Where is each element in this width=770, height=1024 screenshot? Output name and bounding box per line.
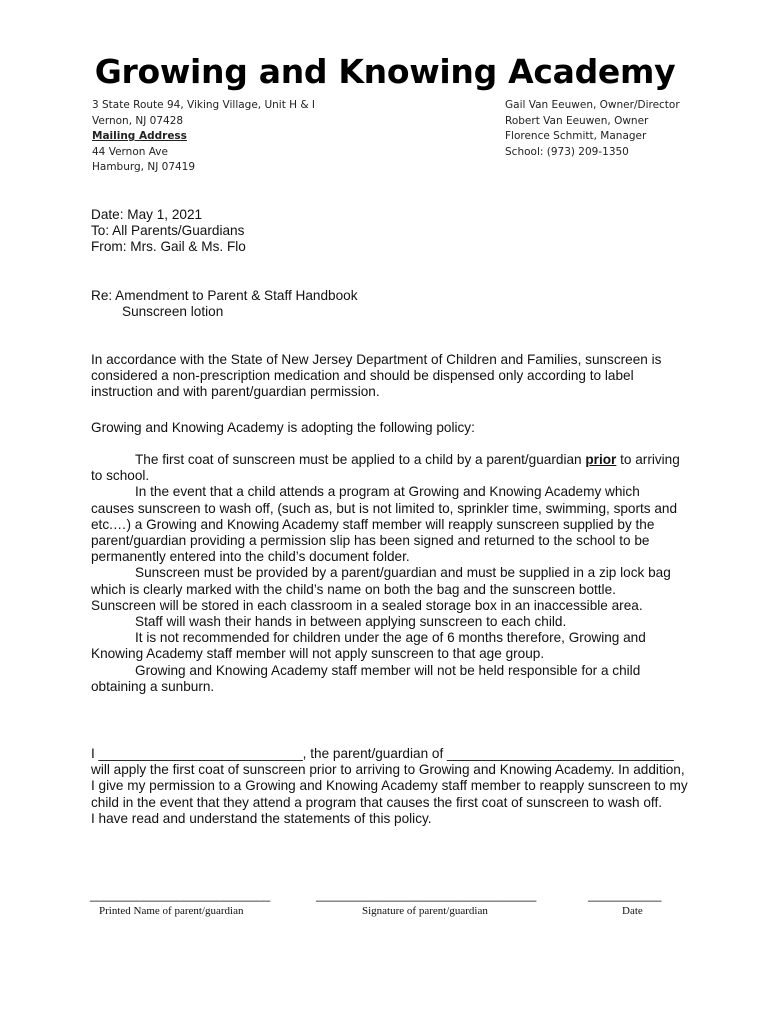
intro-paragraph: In accordance with the State of New Jersey Department of Children and Families, sunscreen is considered a non-prescription medication and should be dispensed only according to label instruction and with parent/guardian permission.: [91, 352, 662, 400]
consent-block: [91, 746, 691, 827]
header-contacts-block: [505, 98, 680, 160]
consent-acknowledgement: I have read and understand the statements of this policy.: [91, 810, 432, 826]
address-line: Vernon, NJ 07428: [92, 114, 184, 127]
subject-block: [91, 288, 358, 320]
contact-line: Robert Van Eeuwen, Owner: [505, 114, 649, 127]
address-line: 3 State Route 94, Viking Village, Unit H & I: [92, 99, 316, 111]
policy-item: Staff will wash their hands in between applying sunscreen to each child.: [135, 614, 567, 630]
policy-item: Growing and Knowing Academy staff member will not be held responsible for a child obtaining a sunburn.: [91, 662, 641, 694]
printed-name-label: Printed Name of parent/guardian: [99, 905, 244, 917]
emphasis-prior: prior: [585, 452, 617, 467]
contact-line: Gail Van Eeuwen, Owner/Director: [505, 99, 680, 111]
signature-line: _________________________________: [316, 888, 537, 902]
header-address-block: [92, 98, 315, 176]
subject-subline: Sunscreen lotion: [122, 304, 224, 320]
consent-fill-line: I ___________________________, the parent/guardian of ______________________________: [91, 746, 674, 761]
subject-line: Re: Amendment to Parent & Staff Handbook: [91, 288, 358, 303]
memo-from: From: Mrs. Gail & Ms. Flo: [91, 239, 246, 255]
consent-text: will apply the first coat of sunscreen prior to arriving to Growing and Knowing Academy. In addition, I give my permission to a Growing and Knowing Academy staff member to reapply sunscreen to my child in the event that they attend a program that causes the first coat of sunscreen to wash off.: [91, 762, 688, 810]
policy-list: [91, 452, 681, 695]
date-label: Date: [622, 905, 643, 917]
memo-to: To: All Parents/Guardians: [91, 223, 245, 239]
printed-name-line: ___________________________: [90, 888, 271, 902]
signature-label: Signature of parent/guardian: [362, 905, 488, 917]
policy-item: It is not recommended for children under the age of 6 months therefore, Growing and Knowing Academy staff member will not apply sunscreen to that age group.: [91, 630, 646, 662]
memo-date: Date: May 1, 2021: [91, 207, 203, 222]
policy-intro: Growing and Knowing Academy is adopting the following policy:: [91, 420, 475, 435]
policy-item: The first coat of sunscreen must be applied to a child by a parent/guardian prior to arriving to school.: [91, 452, 680, 484]
memo-block: [91, 207, 246, 256]
address-line: 44 Vernon Ave: [92, 145, 168, 158]
page-title: Growing and Knowing Academy: [94, 52, 676, 91]
date-line: ___________: [588, 888, 662, 902]
contact-line: Florence Schmitt, Manager: [505, 130, 647, 142]
address-line: Hamburg, NJ 07419: [92, 161, 196, 173]
contact-line: School: (973) 209-1350: [505, 145, 629, 158]
policy-item: Sunscreen must be provided by a parent/guardian and must be supplied in a zip lock bag which is clearly marked with the child’s name on both the bag and the sunscreen bottle. Sunscreen will be stored in each classroom in a sealed storage box in an inaccessible area.: [91, 565, 671, 613]
policy-item: In the event that a child attends a program at Growing and Knowing Academy which causes sunscreen to wash off, (such as, but is not limited to, sprinkler time, swimming, sports and etc.…) a Growing and Knowing Academy staff member will reapply sunscreen supplied by the parent/guardian providing a permission slip has been signed and returned to the school to be permanently entered into the child’s document folder.: [91, 484, 678, 565]
mailing-address-label: Mailing Address: [92, 130, 187, 142]
